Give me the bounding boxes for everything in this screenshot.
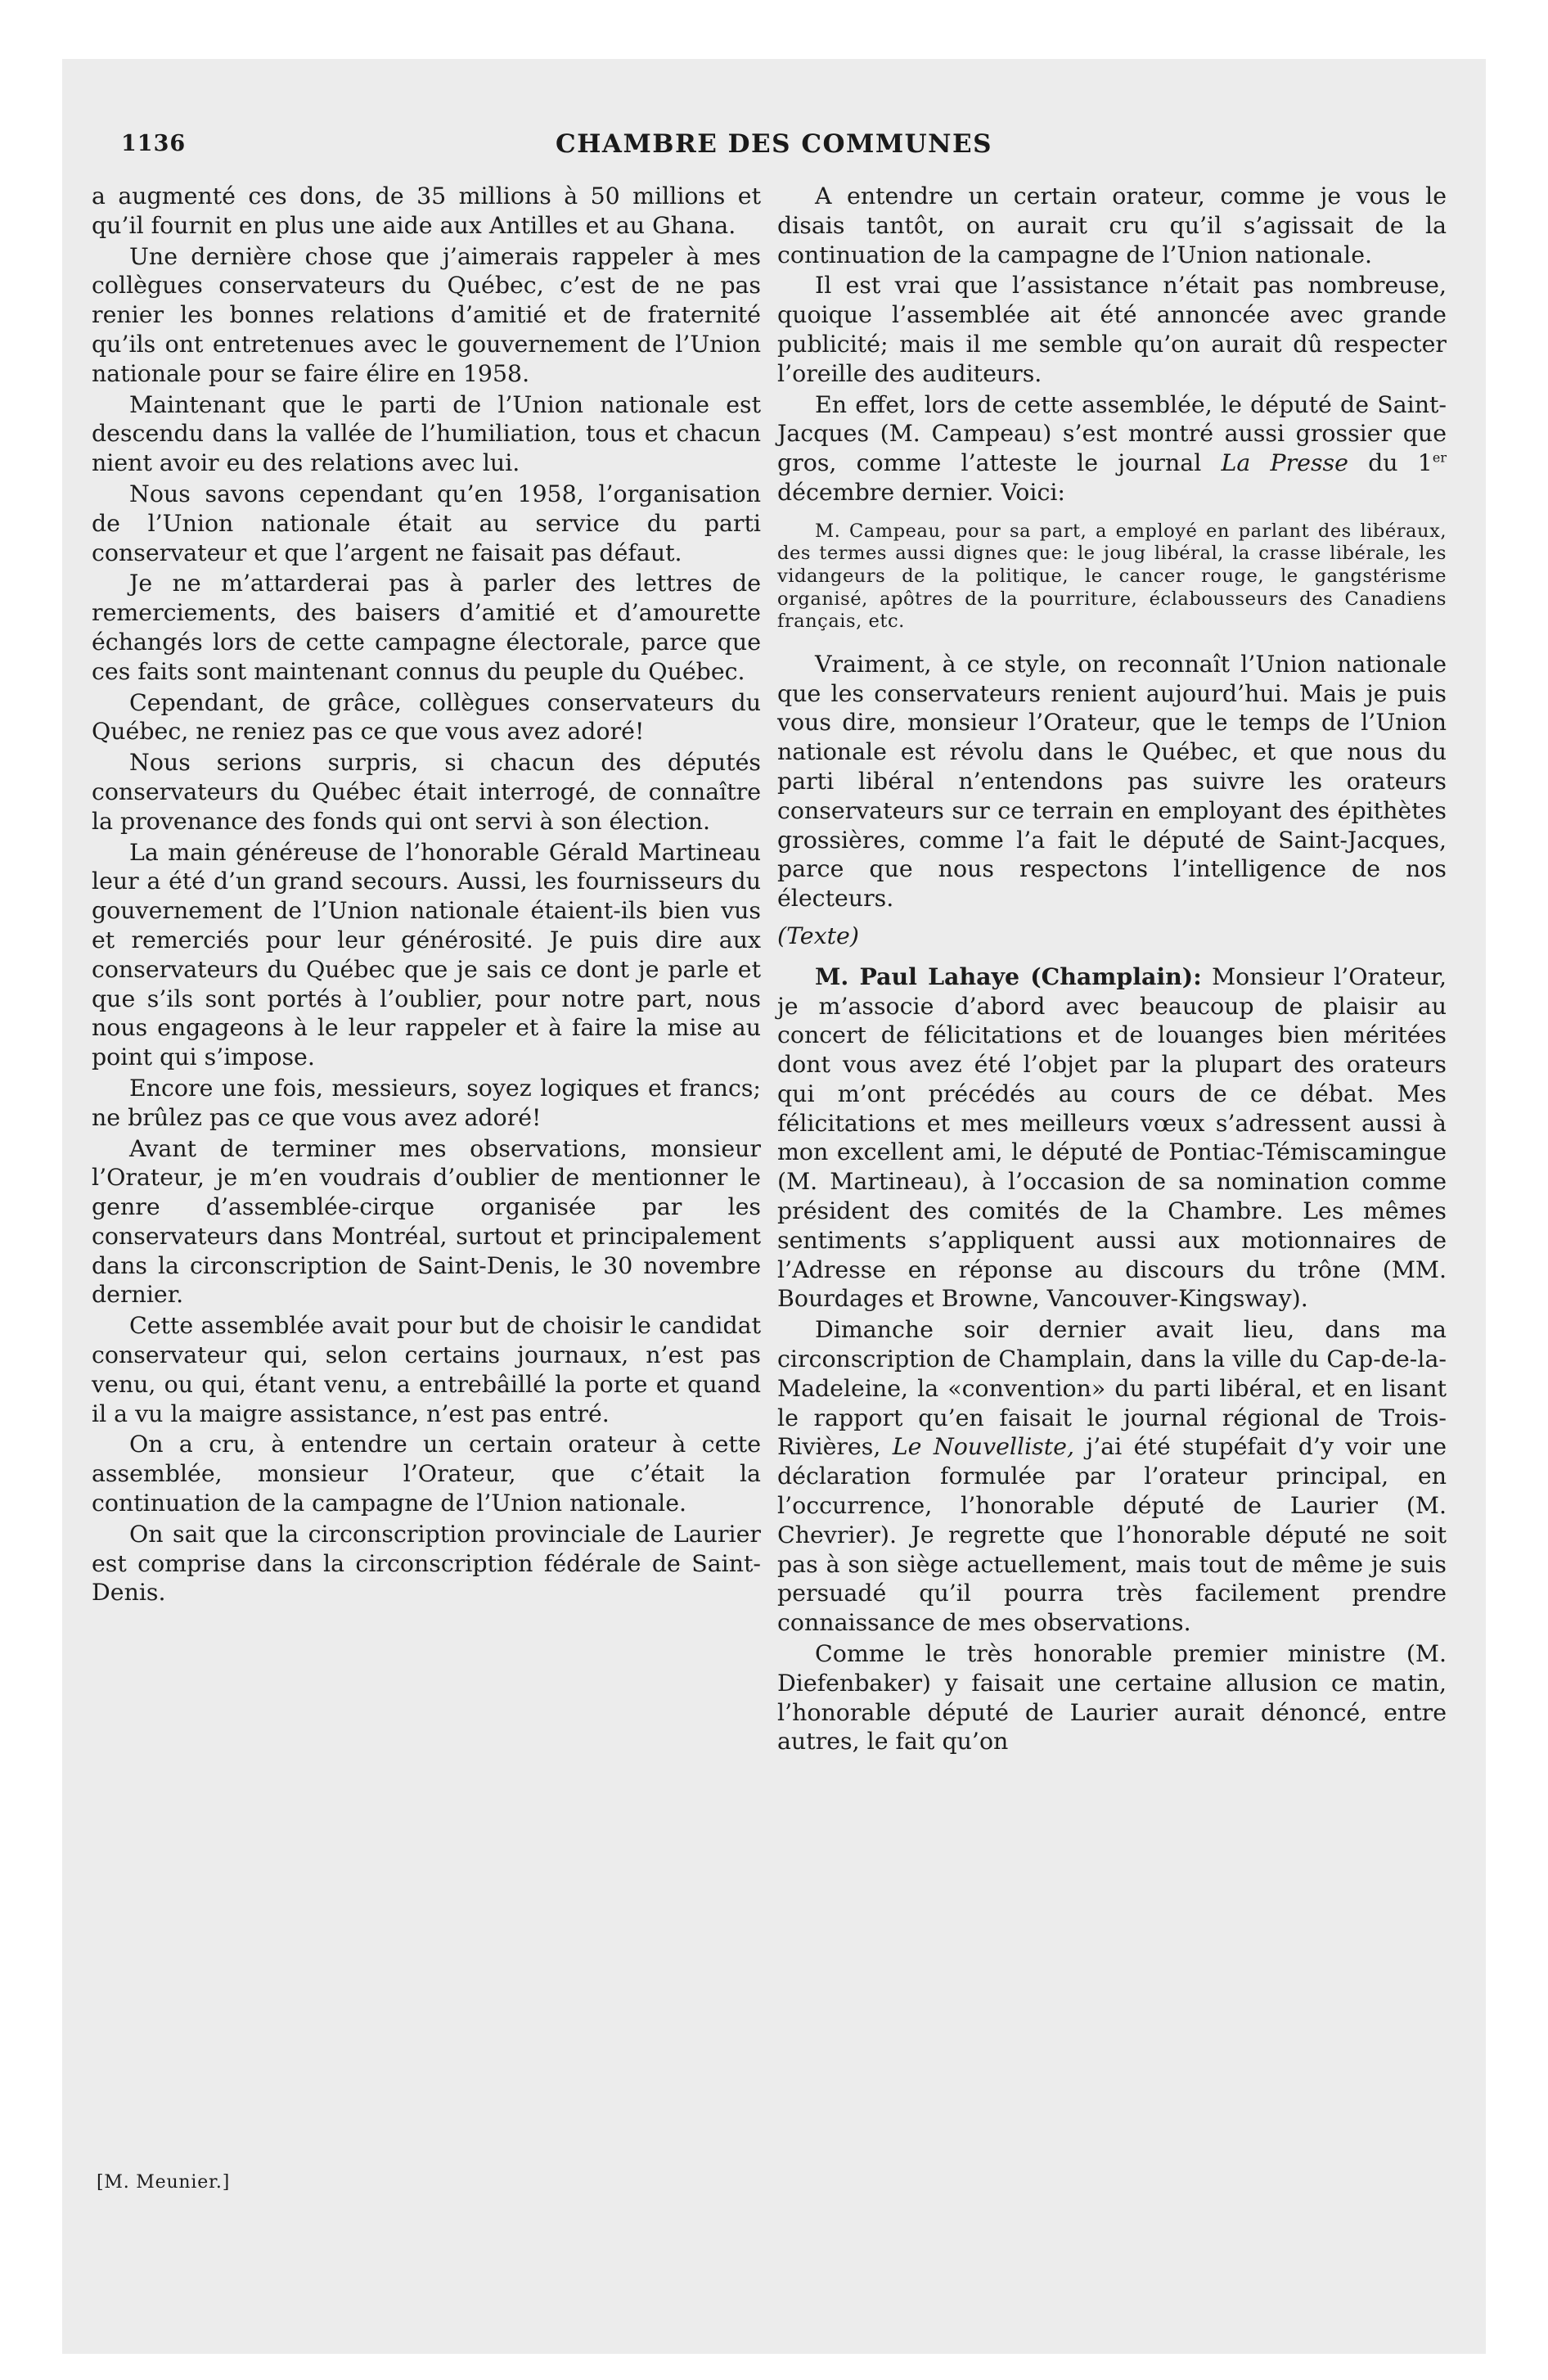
newspaper-title: Le Nouvelliste,: [892, 1433, 1074, 1461]
paragraph: a augmenté ces dons, de 35 millions à 50 millions et qu’il fournit en plus une aide aux Antilles et au Ghana.: [92, 183, 761, 239]
paragraph: Nous serions surpris, si chacun des députés conservateurs du Québec était interrogé, de connaître la provenance des fonds qui ont servi à son élection.: [92, 749, 761, 835]
paragraph: Nous savons cependant qu’en 1958, l’organisation de l’Union nationale était au service du parti conservateur et que l’argent ne faisait pas défaut.: [92, 480, 761, 566]
paragraph: Vraiment, à ce style, on reconnaît l’Union nationale que les conservateurs renient aujourd’hui. Mais je puis vous dire, monsieur l’Orateur, que le temps de l’Union nationale est révolu dans le Québec, et que nous du parti libéral n’entendons pas suivre les orateurs conservateurs sur ce terrain en employant des épithètes grossières, comme l’a fait le député de Saint-Jacques, parce que nous respectons l’intelligence de nos électeurs.: [777, 650, 1447, 913]
paragraph: Cependant, de grâce, collègues conservateurs du Québec, ne reniez pas ce que vous avez adoré!: [92, 688, 761, 746]
paragraph: La main généreuse de l’honorable Gérald Martineau leur a été d’un grand secours. Aussi, les fournisseurs du gouvernement de l’Union nationale étaient-ils bien vus et remerciés pour leur générosité. Je puis dire aux conservateurs du Québec que je sais ce dont je parle et que s’ils sont portés à l’oublier, pour notre part, nous nous engageons à le leur rappeler et à faire la mise au point qui s’impose.: [92, 838, 761, 1071]
speaker-name: M. Paul Lahaye (Champlain):: [815, 962, 1202, 990]
paragraph: [777, 1315, 1447, 1638]
paragraph: Cette assemblée avait pour but de choisir le candidat conservateur qui, selon certains journaux, n’est pas venu, ou qui, étant venu, a entrebâillé la porte et quand il a vu la maigre assistance, n’est pas entré.: [92, 1312, 761, 1427]
block-quote: [777, 521, 1447, 633]
paragraph: On a cru, à entendre un certain orateur à cette assemblée, monsieur l’Orateur, que c’était la continuation de la campagne de l’Union nationale.: [92, 1431, 761, 1517]
paragraph: A entendre un certain orateur, comme je vous le disais tantôt, on aurait cru qu’il s’agissait de la continuation de la campagne de l’Union nationale.: [777, 183, 1447, 268]
page-number: 1136: [121, 131, 187, 156]
paragraph: Une dernière chose que j’aimerais rappeler à mes collègues conservateurs du Québec, c’est de ne pas renier les bonnes relations d’amitié et de fraternité qu’ils ont entretenues avec le gouvernement de l’Union nationale pour se faire élire en 1958.: [92, 242, 761, 387]
paragraph: On sait que la circonscription provinciale de Laurier est comprise dans la circonscription fédérale de Saint-Denis.: [92, 1520, 761, 1607]
paragraph: [777, 962, 1447, 1314]
left-column: [92, 182, 761, 1609]
paragraph: Il est vrai que l’assistance n’était pas nombreuse, quoique l’assemblée ait été annoncée avec grande publicité; mais il me semble qu’on aurait dû respecter l’oreille des auditeurs.: [777, 272, 1447, 387]
text-run: du 1: [1348, 449, 1433, 477]
text-run: décembre dernier. Voici:: [777, 478, 1065, 506]
footer-speaker-reference: [M. Meunier.]: [97, 2172, 231, 2193]
paragraph: Encore une fois, messieurs, soyez logiques et francs; ne brûlez pas ce que vous avez adoré!: [92, 1074, 761, 1131]
paragraph: Je ne m’attarderai pas à parler des lettres de remerciements, des baisers d’amitié et d’amourette échangés lors de cette campagne électorale, parce que ces faits sont maintenant connus du peuple du Québec.: [92, 570, 761, 685]
right-column: [777, 182, 1447, 1758]
text-run: En effet, lors de cette assemblée, le député de Saint-Jacques (M. Campeau) s’est montré aussi grossier que gros, comme l’atteste le journal: [777, 390, 1447, 477]
paragraph: Maintenant que le parti de l’Union nationale est descendu dans la vallée de l’humiliation, tous et chacun nient avoir eu des relations avec lui.: [92, 390, 761, 477]
paragraph: Avant de terminer mes observations, monsieur l’Orateur, je m’en voudrais d’oublier de mentionner le genre d’assemblée-cirque organisée par les conservateurs dans Montréal, surtout et principalement dans la circonscription de Saint-Denis, le 30 novembre dernier.: [92, 1134, 761, 1309]
paragraph: Comme le très honorable premier ministre (M. Diefenbaker) y faisait une certaine allusion ce matin, l’honorable député de Laurier aurait dénoncé, entre autres, le fait qu’on: [777, 1640, 1447, 1756]
running-header-title: CHAMBRE DES COMMUNES: [555, 129, 993, 159]
newspaper-title: La Presse: [1221, 449, 1348, 477]
quote-text: M. Campeau, pour sa part, a employé en parlant des libéraux, des termes aussi dignes que: le joug libéral, la crasse libérale, les vidangeurs de la politique, le cancer rouge, le gangstérisme organisé, apôtres de la pourriture, éclabousseurs des Canadiens français, etc.: [777, 520, 1447, 633]
paragraph: [777, 390, 1447, 507]
section-label: (Texte): [777, 922, 859, 949]
text-run: j’ai été stupéfait d’y voir une déclaration formulée par l’orateur principal, en l’occurrence, l’honorable député de Laurier (M. Chevrier). Je regrette que l’honorable député ne soit pas à son siège actuellement, mais tout de même je suis persuadé qu’il pourra très facilement prendre connaissance de mes observations.: [777, 1433, 1447, 1637]
text-run: Monsieur l’Orateur, je m’associe d’abord avec beaucoup de plaisir au concert de félicitations et de louanges bien méritées dont vous avez été l’objet par la plupart des orateurs qui m’ont précédés au cours de ce débat. Mes félicitations et mes meilleurs vœux s’adressent aussi à mon excellent ami, le député de Pontiac-Témiscamingue (M. Martineau), à l’occasion de sa nomination comme président des comités de la Chambre. Les mêmes sentiments s’appliquent aussi aux motionnaires de l’Adresse en réponse au discours du trône (MM. Bourdages et Browne, Vancouver-Kingsway).: [777, 962, 1447, 1313]
text-run: Dimanche soir dernier avait lieu, dans ma circonscription de Champlain, dans la ville du Cap-de-la-Madeleine, la «convention» du parti libéral, et en lisant le rapport qu’en faisait le journal régional de Trois-Rivières,: [777, 1316, 1447, 1461]
superscript: er: [1432, 449, 1447, 466]
